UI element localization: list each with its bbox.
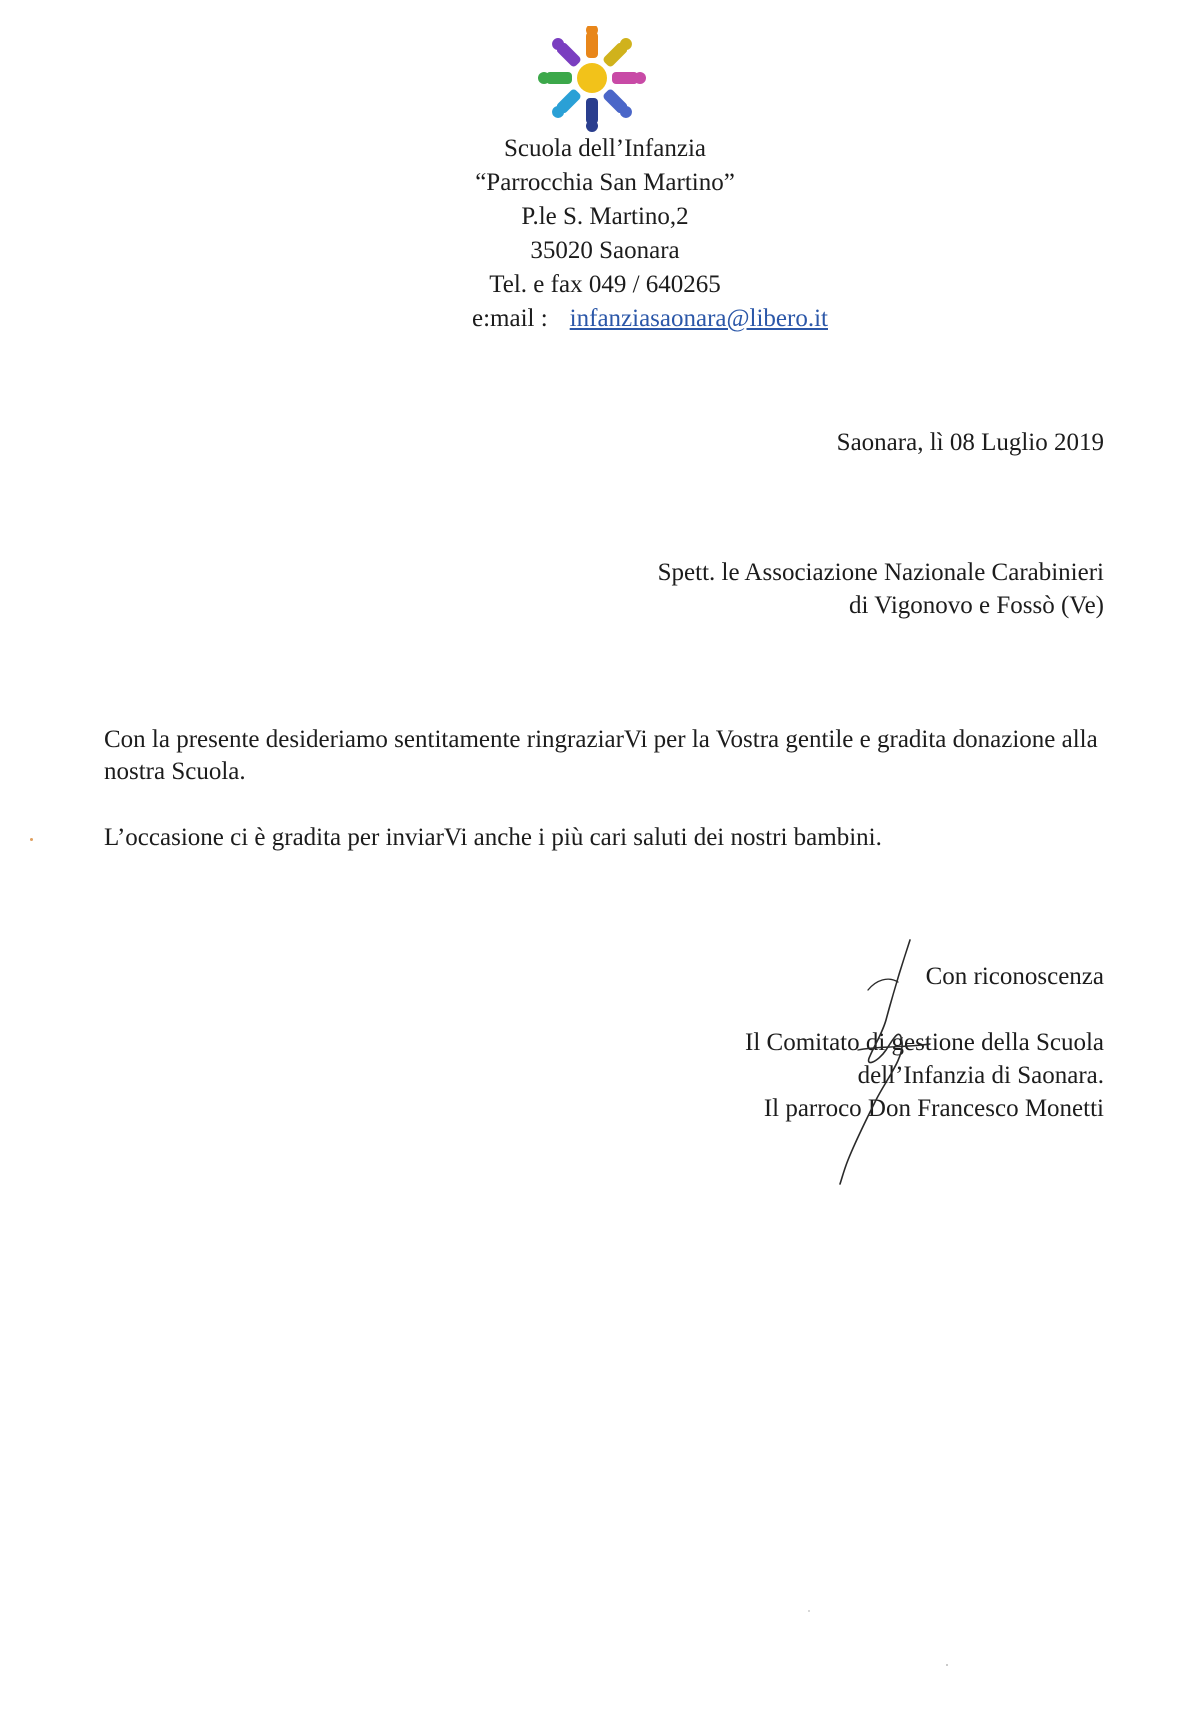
parish-name: “Parrocchia San Martino” [475, 169, 735, 196]
letterhead [400, 132, 810, 302]
closing-salutation: Con riconoscenza [925, 963, 1104, 990]
signature-line-1: Il Comitato di gestione della Scuola [745, 1029, 1104, 1056]
recipient-line-1: Spett. le Associazione Nazionale Carabinieri [657, 559, 1104, 586]
signature-line-3: Il parroco Don Francesco Monetti [763, 1095, 1104, 1122]
scan-speck [30, 838, 33, 841]
city-line: 35020 Saonara [530, 237, 680, 264]
signature-line-2: dell’Infanzia di Saonara. [857, 1062, 1104, 1089]
children-circle-logo-icon [538, 26, 646, 134]
logo-sun [577, 63, 607, 93]
body-paragraph-1: Con la presente desideriamo sentitamente ringraziarVi per la Vostra gentile e gradita donazione alla nostra Scuola. [104, 726, 1098, 785]
phone-line: Tel. e fax 049 / 640265 [489, 271, 721, 298]
email-link[interactable]: infanziasaonara@libero.it [569, 305, 828, 332]
street-address: P.le S. Martino,2 [521, 203, 689, 230]
paper-fold-line [0, 530, 1200, 531]
recipient-block [658, 556, 1104, 622]
school-name: Scuola dell’Infanzia [504, 135, 706, 162]
recipient-line-2: di Vigonovo e Fossò (Ve) [849, 592, 1104, 619]
email-line [472, 302, 828, 336]
letter-date: Saonara, lì 08 Luglio 2019 [836, 429, 1104, 456]
scan-speck [808, 1610, 810, 1612]
signature-block [745, 1026, 1104, 1125]
letter-body [104, 724, 1104, 854]
scan-speck [946, 1664, 948, 1666]
logo-figure [586, 26, 598, 58]
body-paragraph-2: L’occasione ci è gradita per inviarVi anche i più cari saluti dei nostri bambini. [104, 824, 882, 851]
email-label: e:mail : [472, 305, 548, 332]
